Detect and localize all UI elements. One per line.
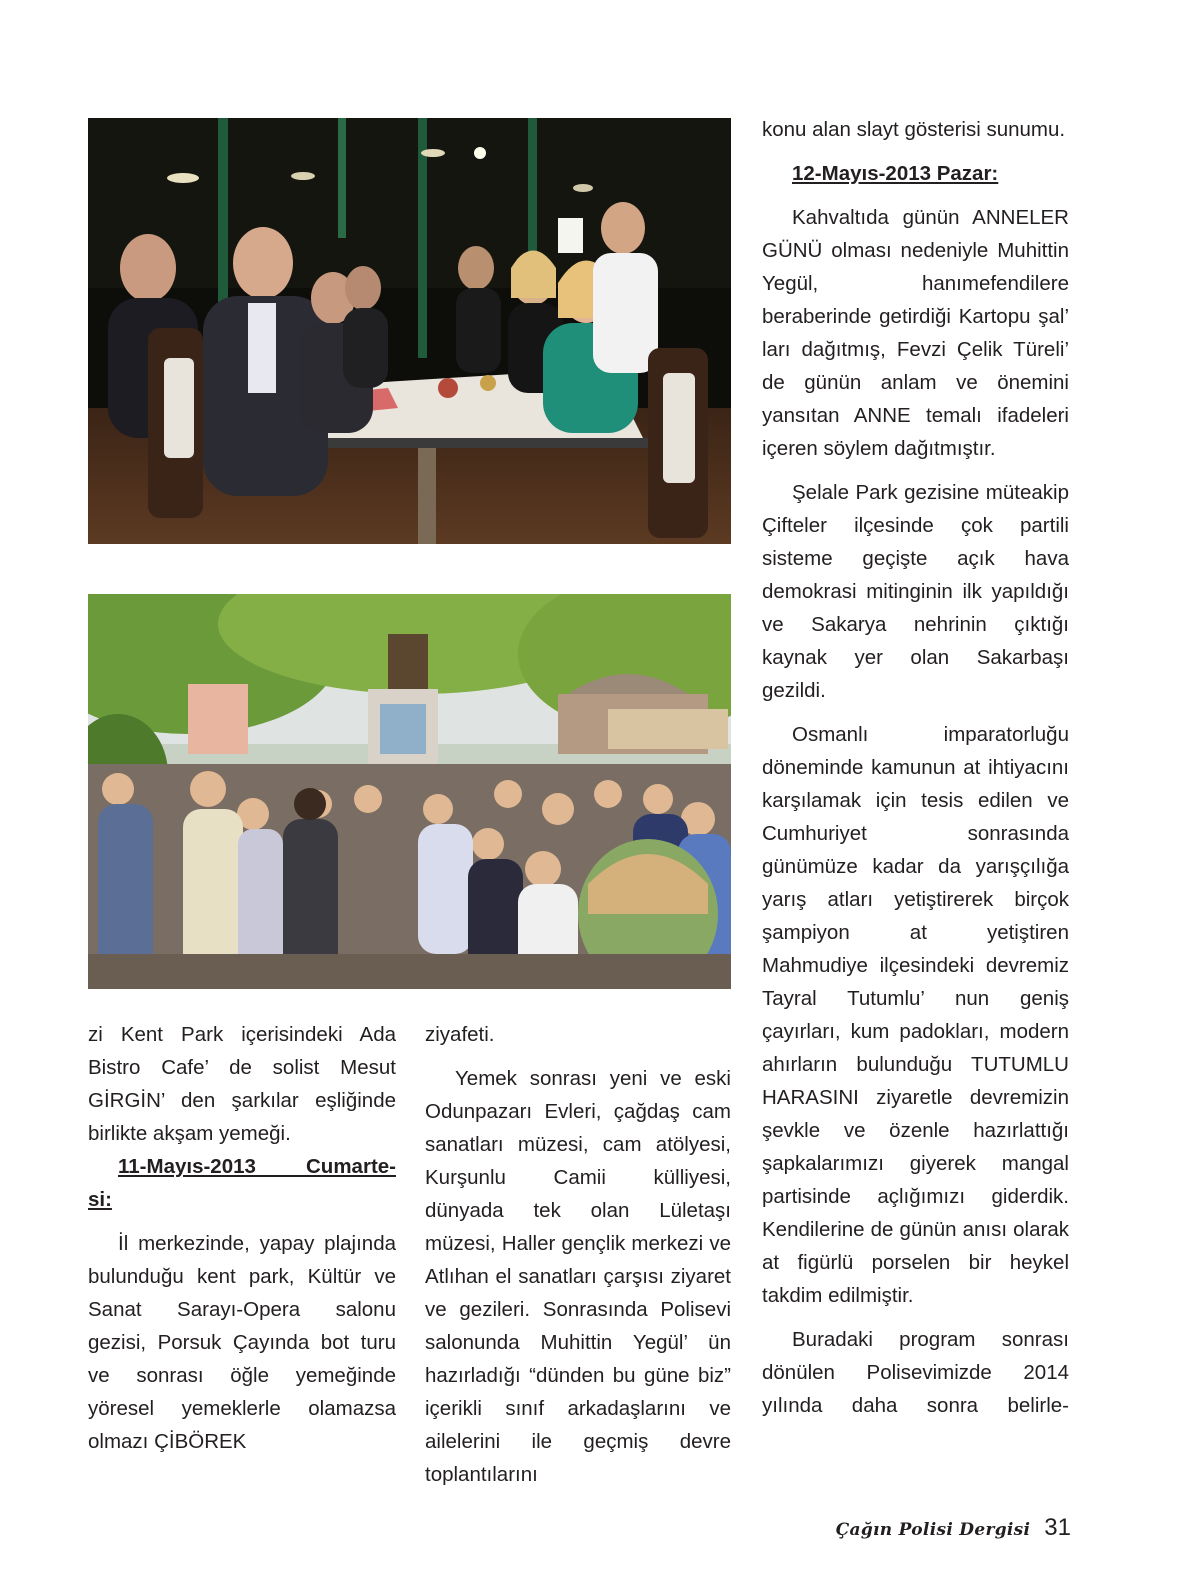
section-heading: 11-Mayıs-2013 Cumarte- [118,1155,396,1178]
paragraph: ziyafeti. [425,1023,495,1046]
paragraph: Osmanlı imparatorluğu döneminde kamunun at ihtiyacını karşılamak için tesis edilen ve Cumhuriyet sonrasında günümüze kadar da yarışçılığa yarış atları yetiştirerek birçok şampiyon at yetiştiren Mahmudiye ilçesindeki devremiz Tayral Tutumlu’ nun geniş çayırları, kum padokları, modern ahırların bulunduğu TUTUMLU HARASINI ziyaretle devremizin şevkle ve özenle hazırlattığı şapkalarımızı giyerek mangal partisinde açlığımızı giderdik. Kendilerine de günün anısı olarak at figürlü porselen bir heykel takdim edilmiştir. [762,723,1069,1307]
photo-restaurant-dinner-icon [88,118,731,544]
paragraph: zi Kent Park içerisindeki Ada Bistro Cafe’ de solist Mesut GİRGİN’ den şarkılar eşliğinde birlikte akşam yemeği. [88,1023,396,1145]
photo-crowd-under-tree-icon [88,594,731,989]
paragraph: Buradaki program sonrası dönülen Polisevimizde 2014 yılında daha sonra belirle- [762,1328,1069,1417]
magazine-name: Çağın Polisi Dergisi [835,1520,1031,1540]
paragraph: Şelale Park gezisine müteakip Çifteler ilçesinde çok partili sisteme geçişte açık hava demokrasi mitinginin ilk yapıldığı ve Sakarya nehrinin çıktığı kaynak yer olan Sakarbaşı gezildi. [762,481,1069,702]
dinner-photo [88,118,731,544]
page-footer [836,1514,1071,1542]
paragraph: Yemek sonrası yeni ve eski Odunpazarı Evleri, çağdaş cam sanatları müzesi, cam atölyesi, Kurşunlu Camii külliyesi, dünyada tek olan Lületaşı müzesi, Haller gençlik merkezi ve Atlıhan el sanatları çarşısı ziyaret ve gezileri. Sonrasında Polisevi salonunda Muhittin Yegül’ ün hazırladığı “dünden bu güne biz” içerikli sınıf arkadaşlarını ve ailelerini ile geçmiş devre toplantılarını [425,1067,731,1486]
paragraph: Kahvaltıda günün ANNELER GÜNÜ olması nedeniyle Muhittin Yegül, hanımefendilere beraberinde getirdiği Kartopu şal’ ları dağıtmış, Fevzi Çelik Türeli’ de günün anlam ve önemini yansıtan ANNE temalı ifadeleri içeren söylem dağıtmıştır. [762,206,1069,460]
text-column-right [762,113,1069,1422]
paragraph: konu alan slayt gösterisi sunumu. [762,118,1066,141]
section-heading: 12-Mayıs-2013 Pazar: [792,162,999,185]
paragraph: İl merkezinde, yapay plajında bulunduğu kent park, Kültür ve Sanat Sarayı-Opera salonu gezisi, Porsuk Çayında bot turu ve sonrası öğle yemeğinde yöresel yemeklerle olamazsa olmazı ÇİBÖREK [88,1232,396,1453]
page-number: 31 [1044,1514,1071,1541]
text-column-middle [425,1018,731,1491]
text-column-left [88,1018,396,1458]
park-group-photo [88,594,731,989]
section-heading-cont: si: [88,1188,112,1211]
